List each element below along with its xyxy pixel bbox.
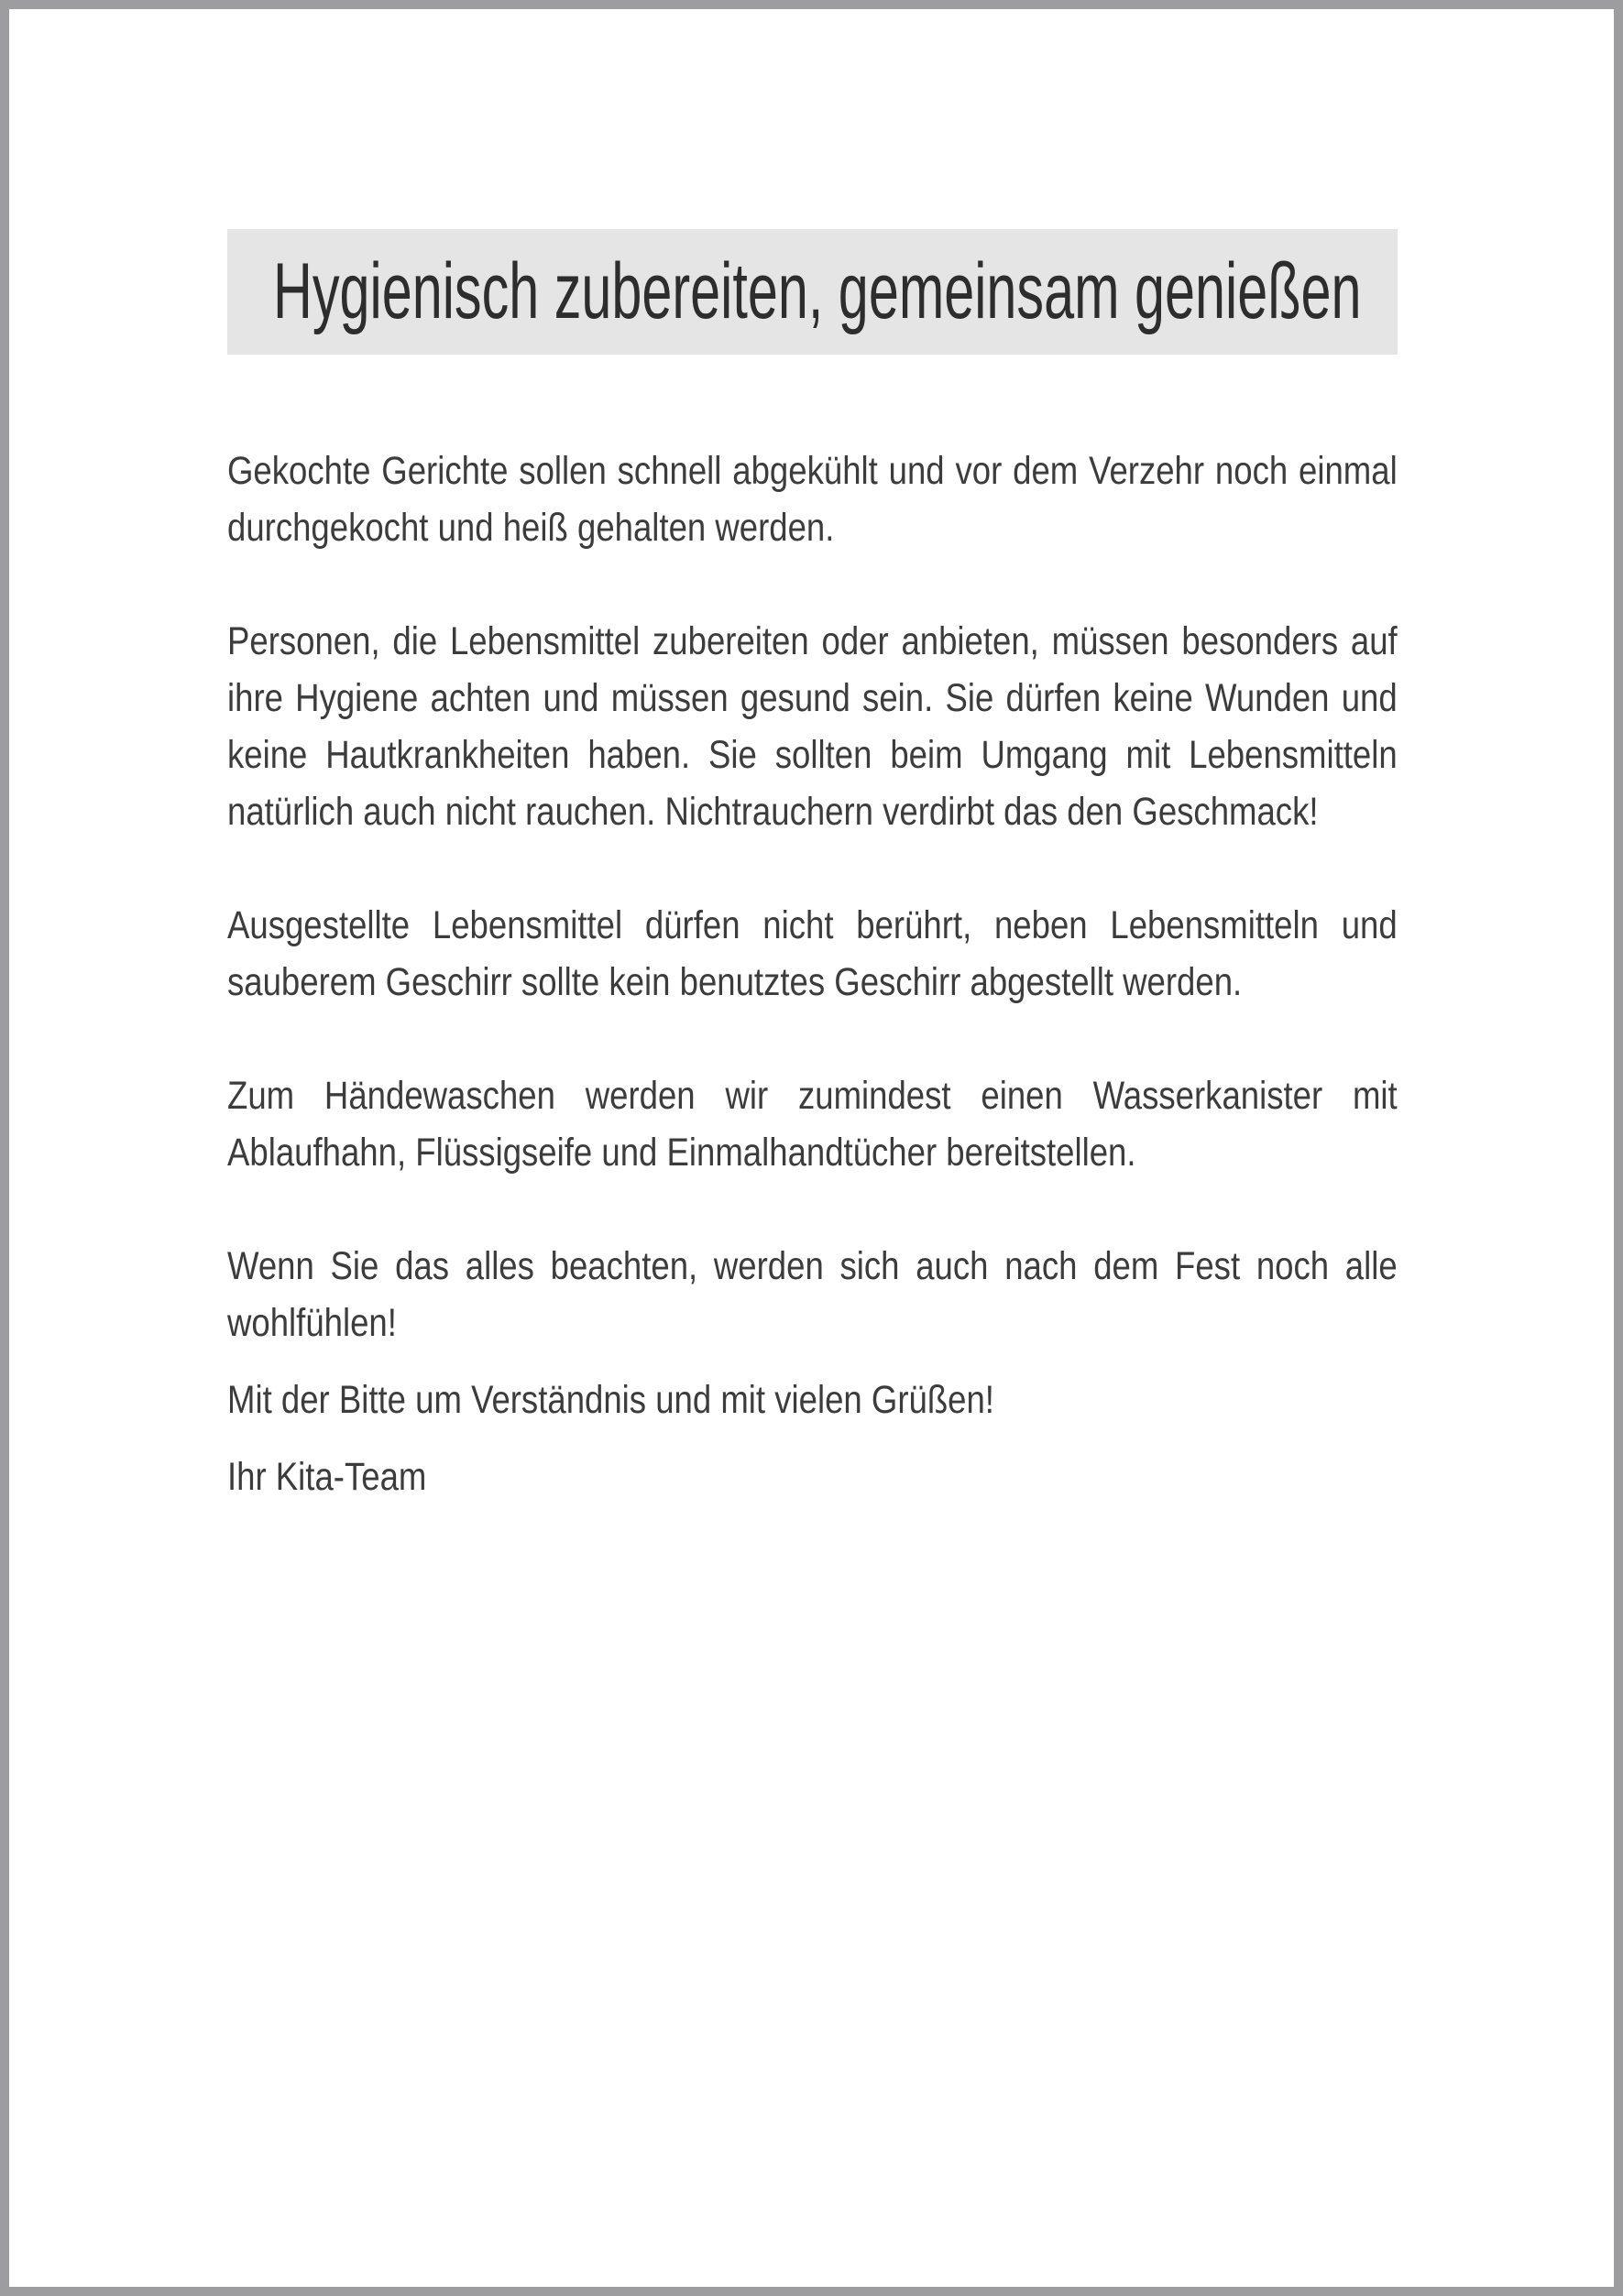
paragraph: Wenn Sie das alles beachten, werden sich auch nach dem Fest noch alle wohlfühlen! [227, 1244, 1398, 1345]
paragraph: Gekochte Gerichte sollen schnell abgekühlt und vor dem Verzehr noch einmal durchgekocht und heiß gehalten werden. [227, 449, 1398, 550]
title-banner [227, 229, 1398, 355]
page-title: Hygienisch zubereiten, gemeinsam genießen [273, 247, 1362, 335]
paragraph: Personen, die Lebensmittel zubereiten oder anbieten, müssen besonders auf ihre Hygiene achten und müssen gesund sein. Sie dürfen keine Wunden und keine Hautkrankheiten haben. Sie sollten beim Umgang mit Lebensmitteln natürlich auch nicht rauchen. Nichtrauchern verdirbt das den Geschmack! [227, 619, 1398, 834]
paragraph: Zum Händewaschen werden wir zumindest einen Wasserkanister mit Ablaufhahn, Flüssigseife und Einmalhandtücher bereitstellen. [227, 1074, 1398, 1175]
paragraph-signature: Ihr Kita-Team [227, 1455, 427, 1499]
paragraph: Ausgestellte Lebensmittel dürfen nicht berührt, neben Lebensmitteln und sauberem Geschirr sollte kein benutztes Geschirr abgestellt werden. [227, 903, 1398, 1004]
document-body [227, 443, 1398, 1505]
paragraph-closing: Mit der Bitte um Verständnis und mit vielen Grüßen! [227, 1378, 994, 1422]
